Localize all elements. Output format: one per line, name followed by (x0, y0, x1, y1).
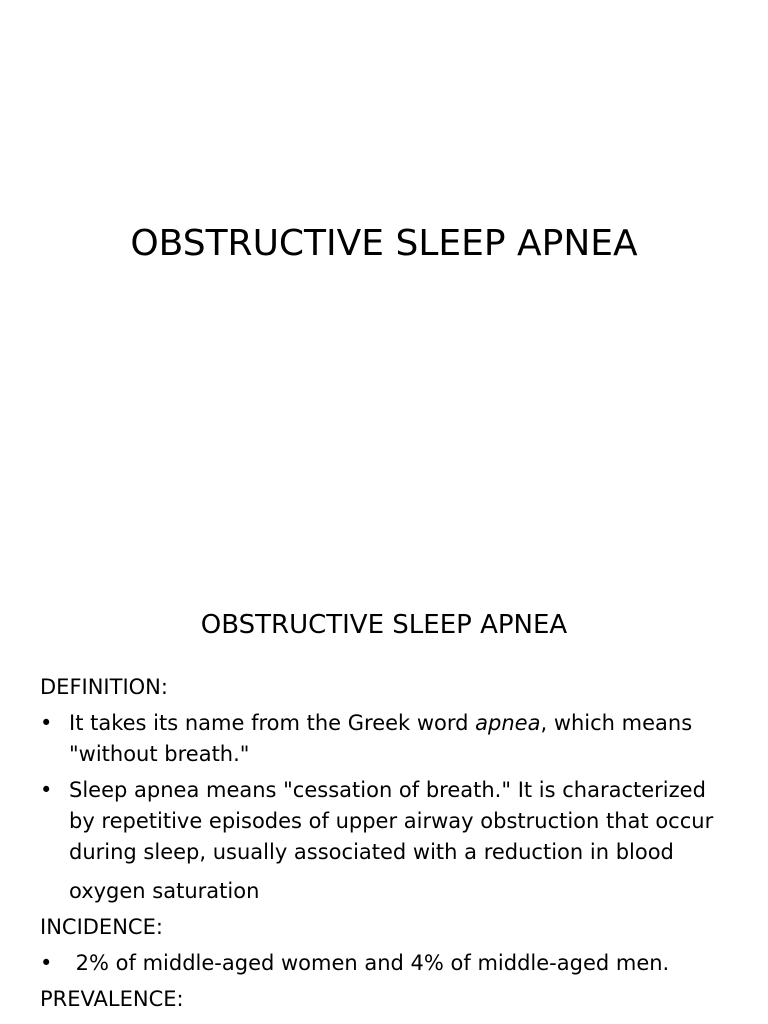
bullet-icon: • (40, 951, 53, 975)
bullet-text: Sleep apnea means "cessation of breath." It is characterized by repetitive episodes of upper airway obstruction that occur during sleep, usually associated with a reduction in blood (69, 778, 714, 864)
bullet-icon: • (40, 778, 53, 802)
bullet-text-before: It takes its name from the Greek word (69, 711, 476, 735)
slide-body (40, 672, 730, 1020)
bullet-text-emphasis: apnea (475, 711, 541, 735)
slide-heading: OBSTRUCTIVE SLEEP APNEA (200, 610, 568, 640)
definition-heading: DEFINITION: (40, 675, 168, 699)
slide-title: OBSTRUCTIVE SLEEP APNEA (130, 223, 638, 264)
bullet-text-tail: oxygen saturation (69, 879, 260, 903)
definition-bullet-2 (40, 775, 730, 907)
incidence-heading: INCIDENCE: (40, 915, 163, 939)
bullet-text: 2% of middle-aged women and 4% of middle-aged men. (69, 951, 670, 975)
definition-bullet-1 (40, 708, 730, 770)
content-slide (0, 576, 768, 1024)
bullet-text-after: , which means "without breath." (69, 711, 693, 766)
incidence-bullet-1 (40, 948, 730, 979)
prevalence-heading: PREVALENCE: (40, 987, 184, 1011)
bullet-icon: • (40, 711, 53, 735)
